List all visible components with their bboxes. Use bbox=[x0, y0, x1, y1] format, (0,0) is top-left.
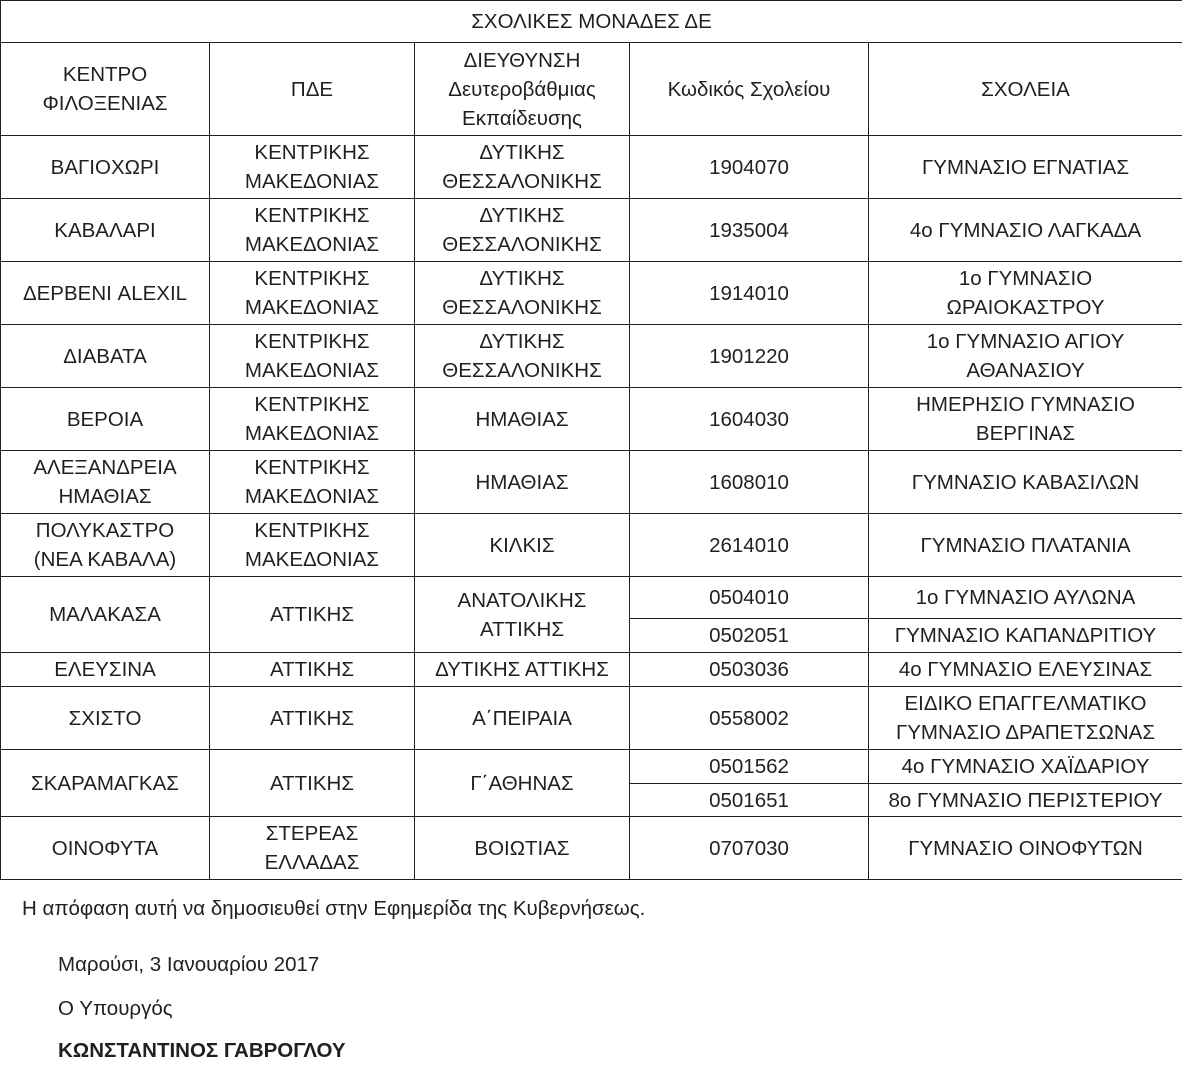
code-cell: 1914010 bbox=[630, 262, 869, 325]
center-cell: ΜΑΛΑΚΑΣΑ bbox=[1, 577, 210, 653]
table-row bbox=[1, 750, 1182, 784]
school-cell: ΓΥΜΝΑΣΙΟ ΕΓΝΑΤΙΑΣ bbox=[869, 136, 1182, 199]
center-cell: ΚΑΒΑΛΑΡΙ bbox=[1, 199, 210, 262]
code-cell: 1608010 bbox=[630, 451, 869, 514]
school-cell: ΓΥΜΝΑΣΙΟ ΠΛΑΤΑΝΙΑ bbox=[869, 514, 1182, 577]
signatory-name: ΚΩΝΣΤΑΝΤΙΝΟΣ ΓΑΒΡΟΓΛΟΥ bbox=[58, 1039, 346, 1062]
pde-cell: ΑΤΤΙΚΗΣ bbox=[210, 750, 415, 817]
directorate-cell: ΔΥΤΙΚΗΣ ΑΤΤΙΚΗΣ bbox=[415, 653, 630, 687]
code-cell: 0502051 bbox=[630, 619, 869, 653]
header-cell: ΚΕΝΤΡΟ ΦΙΛΟΞΕΝΙΑΣ bbox=[42, 63, 168, 115]
table-title-row bbox=[1, 1, 1182, 43]
center-cell: ΒΕΡΟΙΑ bbox=[1, 388, 210, 451]
school-cell: ΗΜΕΡΗΣΙΟ ΓΥΜΝΑΣΙΟ ΒΕΡΓΙΝΑΣ bbox=[869, 388, 1182, 451]
school-cell: 1ο ΓΥΜΝΑΣΙΟ ΑΥΛΩΝΑ bbox=[869, 577, 1182, 619]
table-body bbox=[1, 136, 1182, 880]
center-cell: ΑΛΕΞΑΝΔΡΕΙΑ ΗΜΑΘΙΑΣ bbox=[1, 451, 210, 514]
header-directorate bbox=[415, 43, 630, 136]
directorate-cell: ΒΟΙΩΤΙΑΣ bbox=[415, 817, 630, 880]
center-cell: ΣΧΙΣΤΟ bbox=[1, 687, 210, 750]
center-cell: ΔΕΡΒΕΝΙ ALEXIL bbox=[1, 262, 210, 325]
code-cell: 0501562 bbox=[630, 750, 869, 784]
pde-cell: ΑΤΤΙΚΗΣ bbox=[210, 653, 415, 687]
pde-cell: ΚΕΝΤΡΙΚΗΣ ΜΑΚΕΔΟΝΙΑΣ bbox=[210, 514, 415, 577]
school-cell: 4ο ΓΥΜΝΑΣΙΟ ΕΛΕΥΣΙΝΑΣ bbox=[869, 653, 1182, 687]
date-line: Μαρούσι, 3 Ιανουαρίου 2017 bbox=[58, 953, 320, 976]
pde-cell: ΚΕΝΤΡΙΚΗΣ ΜΑΚΕΔΟΝΙΑΣ bbox=[210, 262, 415, 325]
header-cell: ΔΙΕΥΘΥΝΣΗ Δευτεροβάθμιας Εκπαίδευσης bbox=[448, 48, 596, 130]
school-cell: ΓΥΜΝΑΣΙΟ ΚΑΠΑΝΔΡΙΤΙΟΥ bbox=[869, 619, 1182, 653]
header-schools bbox=[869, 43, 1182, 136]
table-row bbox=[1, 653, 1182, 687]
code-cell: 1935004 bbox=[630, 199, 869, 262]
table-row bbox=[1, 687, 1182, 750]
pde-cell: ΚΕΝΤΡΙΚΗΣ ΜΑΚΕΔΟΝΙΑΣ bbox=[210, 325, 415, 388]
header-cell: ΠΔΕ bbox=[290, 77, 334, 101]
pde-cell: ΚΕΝΤΡΙΚΗΣ ΜΑΚΕΔΟΝΙΑΣ bbox=[210, 199, 415, 262]
header-pde bbox=[210, 43, 415, 136]
pde-cell: ΑΤΤΙΚΗΣ bbox=[210, 687, 415, 750]
directorate-cell: ΚΙΛΚΙΣ bbox=[415, 514, 630, 577]
center-cell: ΕΛΕΥΣΙΝΑ bbox=[1, 653, 210, 687]
table-row bbox=[1, 199, 1182, 262]
table-title: ΣΧΟΛΙΚΕΣ ΜΟΝΑΔΕΣ ΔΕ bbox=[1, 1, 1182, 43]
code-cell: 1904070 bbox=[630, 136, 869, 199]
center-cell: ΠΟΛΥΚΑΣΤΡΟ (ΝΕΑ ΚΑΒΑΛΑ) bbox=[1, 514, 210, 577]
center-cell: ΣΚΑΡΑΜΑΓΚΑΣ bbox=[1, 750, 210, 817]
publication-statement: Η απόφαση αυτή να δημοσιευθεί στην Εφημερίδα της Κυβερνήσεως. bbox=[22, 897, 646, 920]
directorate-cell: Α΄ΠΕΙΡΑΙΑ bbox=[415, 687, 630, 750]
school-cell: 4ο ΓΥΜΝΑΣΙΟ ΧΑΪΔΑΡΙΟΥ bbox=[869, 750, 1182, 784]
table-row bbox=[1, 514, 1182, 577]
header-cell: Κωδικός Σχολείου bbox=[667, 77, 831, 101]
pde-cell: ΚΕΝΤΡΙΚΗΣ ΜΑΚΕΔΟΝΙΑΣ bbox=[210, 388, 415, 451]
school-cell: ΕΙΔΙΚΟ ΕΠΑΓΓΕΛΜΑΤΙΚΟ ΓΥΜΝΑΣΙΟ ΔΡΑΠΕΤΣΩΝΑΣ bbox=[869, 687, 1182, 750]
code-cell: 0503036 bbox=[630, 653, 869, 687]
signatory-role: Ο Υπουργός bbox=[58, 997, 173, 1020]
code-cell: 1901220 bbox=[630, 325, 869, 388]
table-row bbox=[1, 325, 1182, 388]
center-cell: ΔΙΑΒΑΤΑ bbox=[1, 325, 210, 388]
pde-cell: ΚΕΝΤΡΙΚΗΣ ΜΑΚΕΔΟΝΙΑΣ bbox=[210, 136, 415, 199]
table-header-row bbox=[1, 43, 1182, 136]
code-cell: 0501651 bbox=[630, 784, 869, 817]
school-cell: 4ο ΓΥΜΝΑΣΙΟ ΛΑΓΚΑΔΑ bbox=[869, 199, 1182, 262]
pde-cell: ΣΤΕΡΕΑΣ ΕΛΛΑΔΑΣ bbox=[210, 817, 415, 880]
table-row bbox=[1, 388, 1182, 451]
directorate-cell: Γ΄ΑΘΗΝΑΣ bbox=[415, 750, 630, 817]
center-cell: ΒΑΓΙΟΧΩΡΙ bbox=[1, 136, 210, 199]
table-row bbox=[1, 136, 1182, 199]
school-cell: ΓΥΜΝΑΣΙΟ ΟΙΝΟΦΥΤΩΝ bbox=[869, 817, 1182, 880]
school-cell: ΓΥΜΝΑΣΙΟ ΚΑΒΑΣΙΛΩΝ bbox=[869, 451, 1182, 514]
directorate-cell: ΗΜΑΘΙΑΣ bbox=[415, 388, 630, 451]
pde-cell: ΚΕΝΤΡΙΚΗΣ ΜΑΚΕΔΟΝΙΑΣ bbox=[210, 451, 415, 514]
directorate-cell: ΑΝΑΤΟΛΙΚΗΣ ΑΤΤΙΚΗΣ bbox=[415, 577, 630, 653]
code-cell: 0707030 bbox=[630, 817, 869, 880]
header-cell: ΣΧΟΛΕΙΑ bbox=[981, 77, 1070, 101]
table-row bbox=[1, 451, 1182, 514]
directorate-cell: ΔΥΤΙΚΗΣ ΘΕΣΣΑΛΟΝΙΚΗΣ bbox=[415, 136, 630, 199]
header-center bbox=[1, 43, 210, 136]
school-cell: 1ο ΓΥΜΝΑΣΙΟ ΑΓΙΟΥ ΑΘΑΝΑΣΙΟΥ bbox=[869, 325, 1182, 388]
code-cell: 2614010 bbox=[630, 514, 869, 577]
directorate-cell: ΔΥΤΙΚΗΣ ΘΕΣΣΑΛΟΝΙΚΗΣ bbox=[415, 325, 630, 388]
center-cell: ΟΙΝΟΦΥΤΑ bbox=[1, 817, 210, 880]
table-row bbox=[1, 262, 1182, 325]
school-cell: 8ο ΓΥΜΝΑΣΙΟ ΠΕΡΙΣΤΕΡΙΟΥ bbox=[869, 784, 1182, 817]
code-cell: 1604030 bbox=[630, 388, 869, 451]
code-cell: 0504010 bbox=[630, 577, 869, 619]
table-row bbox=[1, 817, 1182, 880]
table-row bbox=[1, 577, 1182, 619]
directorate-cell: ΔΥΤΙΚΗΣ ΘΕΣΣΑΛΟΝΙΚΗΣ bbox=[415, 199, 630, 262]
directorate-cell: ΗΜΑΘΙΑΣ bbox=[415, 451, 630, 514]
directorate-cell: ΔΥΤΙΚΗΣ ΘΕΣΣΑΛΟΝΙΚΗΣ bbox=[415, 262, 630, 325]
header-code bbox=[630, 43, 869, 136]
pde-cell: ΑΤΤΙΚΗΣ bbox=[210, 577, 415, 653]
school-cell: 1ο ΓΥΜΝΑΣΙΟ ΩΡΑΙΟΚΑΣΤΡΟΥ bbox=[869, 262, 1182, 325]
code-cell: 0558002 bbox=[630, 687, 869, 750]
